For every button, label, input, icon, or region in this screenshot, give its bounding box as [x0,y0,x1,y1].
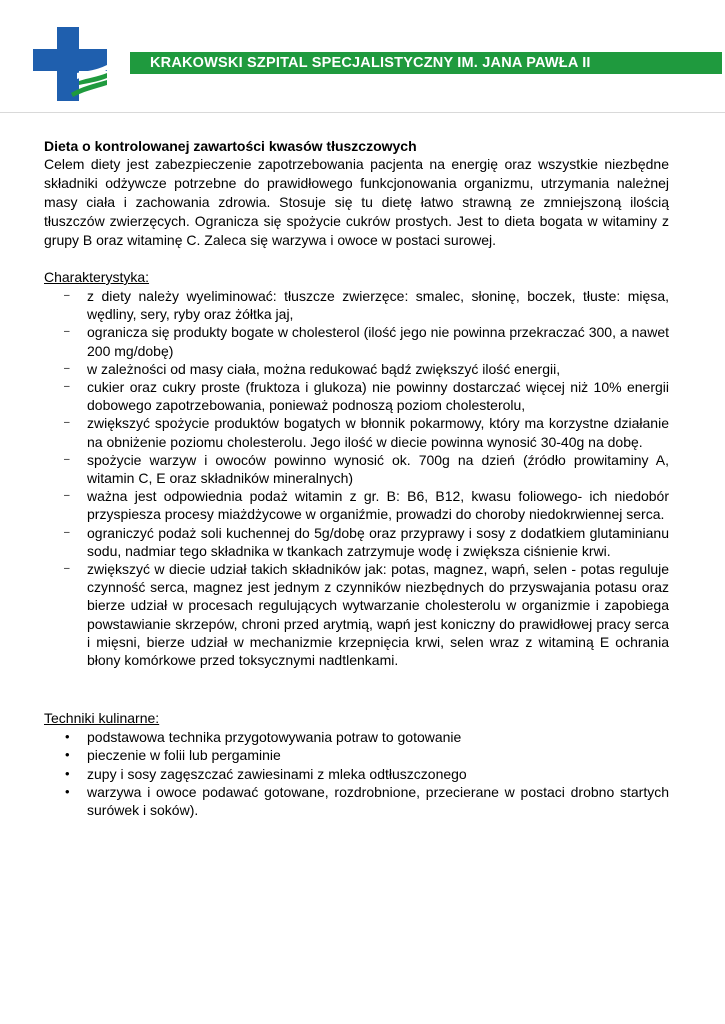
list-item-text: zwiększyć w diecie udział takich składników jak: potas, magnez, wapń, selen - potas reguluje czynność serca, magnez jest jednym z czynników niezbędnych do przyswajania potasu oraz bierze udział w procesach regulujących wytwarzanie cholesterolu w organizmie i zapobiega powstawianie skrzepów, chroni przed arytmią, wapń jest koniczny do prawidłowej pracy serca i mięsni, bierze udział w mechanizmie krzepnięcia krwi, selen wraz z witaminą E ochrania błony komórkowe przed toksycznymi nadtlenkami. [87,561,669,669]
list-item [44,783,669,819]
dash-marker: – [64,417,70,429]
list-item [44,451,669,487]
list-item-text: pieczenie w folii lub pergaminie [87,747,281,764]
list-item-text: ważna jest odpowiednia podaż witamin z gr. B: B6, B12, kwasu foliowego- ich niedobór przyspiesza procesy miażdżycowe w organiźmie, prowadzi do choroby niedokrwiennej serca. [87,488,669,523]
bullet-marker: • [65,783,70,799]
list-item [44,728,669,746]
dash-marker: – [64,362,70,374]
list-item [44,360,669,378]
medical-cross-logo [33,27,107,101]
list-item-text: podstawowa technika przygotowywania potraw to gotowanie [87,729,462,746]
document-title: Dieta o kontrolowanej zawartości kwasów tłuszczowych [44,138,417,154]
list-item-text: ograniczyć podaż soli kuchennej do 5g/dobę oraz przyprawy i sosy z dodatkiem glutaminianu sodu, nadmiar tego składnika w tkankach zatrzymuje wodę i zwiększa ciśnienie krwi. [87,524,669,559]
document-body [44,137,669,819]
spacer [44,669,669,709]
list-item [44,287,669,323]
list-item [44,765,669,783]
spacer [44,250,669,268]
header-divider [0,112,725,113]
dash-marker: – [64,490,70,502]
list-item-text: warzywa i owoce podawać gotowane, rozdrobnione, przecierane w postaci drobno startych surówek i soków). [87,783,669,819]
list-item-text: w zależności od masy ciała, można redukować bądź zwiększyć ilość energii, [87,360,561,377]
list-item [44,487,669,523]
characteristics-list [44,287,669,669]
list-item [44,378,669,414]
list-item-text: spożycie warzyw i owoców powinno wynosić ok. 700g na dzień (źródło prowitaminy A, witamin C, E oraz składników mineralnych) [87,451,669,487]
bullet-marker: • [65,729,70,745]
dash-marker: – [64,326,70,338]
list-item [44,746,669,764]
dash-marker: – [64,526,70,538]
list-item [44,524,669,560]
dash-marker: – [64,563,70,575]
techniques-heading: Techniki kulinarne: [44,710,160,727]
bullet-marker: • [65,765,70,781]
characteristics-heading: Charakterystyka: [44,269,150,285]
list-item-text: cukier oraz cukry proste (fruktoza i glukoza) nie powinny dostarczać więcej niż 10% energii dobowego zapotrzebowania, ponieważ podnoszą poziom cholesterolu, [87,379,669,414]
list-item-text: ogranicza się produkty bogate w cholesterol (ilość jego nie powinna przekraczać 300, a nawet 200 mg/dobę) [87,324,669,359]
list-item-text: z diety należy wyeliminować: tłuszcze zwierzęce: smalec, słoninę, boczek, tłuste: mięsa, wędliny, sery, ryby oraz żółtka jaj, [87,288,669,323]
dash-marker: – [64,381,70,393]
list-item-text: zwiększyć spożycie produktów bogatych w błonnik pokarmowy, który ma korzystne działanie na obniżenie poziomu cholesterolu. Jego ilość w diecie powinna wynosić 30-40g na dobę. [87,415,669,450]
hospital-name-banner: KRAKOWSKI SZPITAL SPECJALISTYCZNY IM. JANA PAWŁA II [130,52,722,74]
list-item-text: zupy i sosy zagęszczać zawiesinami z mleka odtłuszczonego [87,765,467,782]
list-item [44,560,669,669]
techniques-list [44,728,669,819]
page-header [0,0,725,115]
dash-marker: – [64,290,70,301]
list-item [44,323,669,359]
intro-paragraph: Celem diety jest zabezpieczenie zapotrzebowania pacjenta na energię oraz wszystkie niezbędne składniki odżywcze potrzebne do prawidłowego funkcjonowania organizmu, utrzymania należnej masy ciała i zachowania zdrowia. Stosuje się tu dietę łatwo strawną ze zmniejszoną ilością tłuszczów zwierzęcych. Ogranicza się spożycie cukrów prostych. Jest to dieta bogata w witaminy z grupy B oraz witaminę C. Zaleca się warzywa i owoce w postaci surowej. [44,156,669,248]
list-item [44,414,669,450]
dash-marker: – [64,453,70,465]
bullet-marker: • [65,747,70,763]
